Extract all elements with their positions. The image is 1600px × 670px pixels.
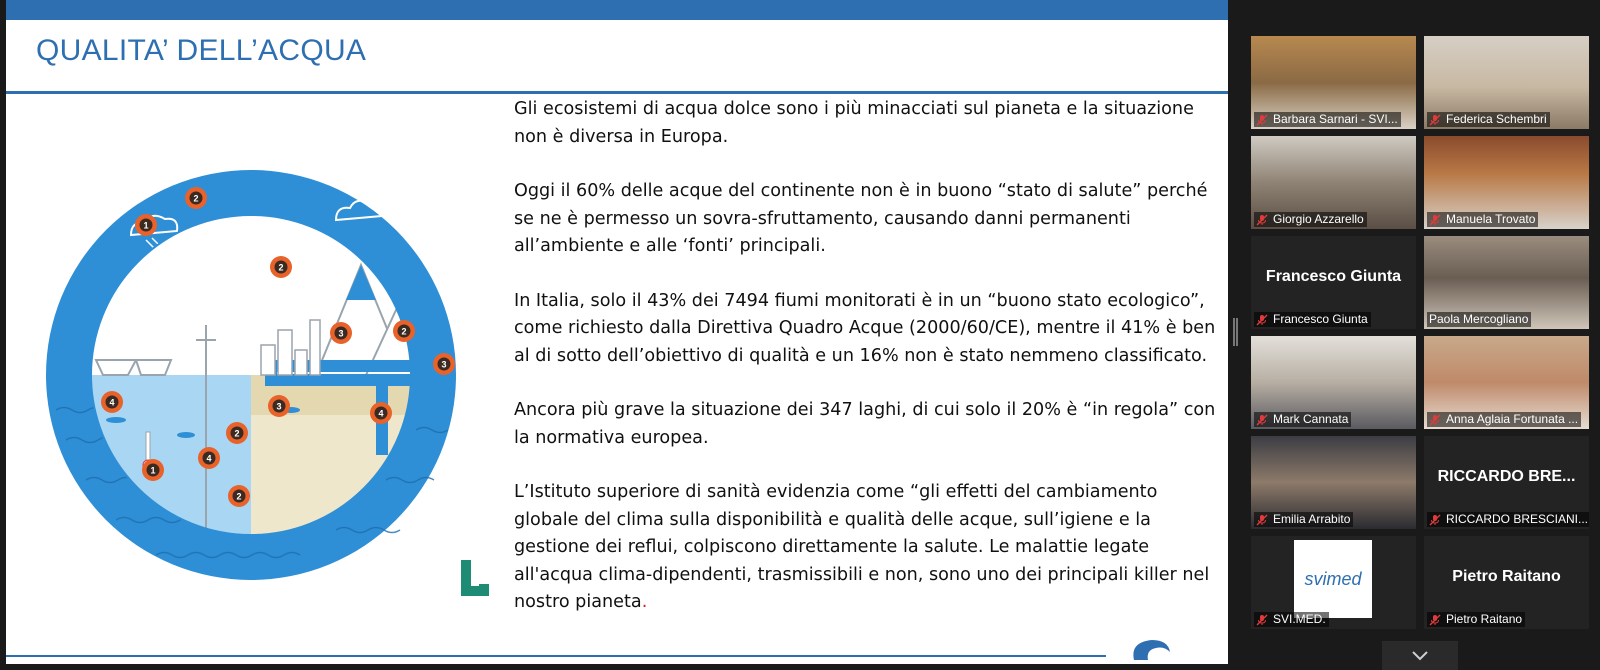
illustration-marker — [101, 391, 123, 413]
muted-mic-icon — [1429, 514, 1441, 526]
participant-name-label — [1254, 312, 1371, 327]
title-divider — [6, 91, 1228, 94]
illustration-marker — [330, 322, 352, 344]
illustration-marker — [370, 402, 392, 424]
participant-name: Mark Cannata — [1273, 412, 1349, 426]
participant-name: SVI.MED. — [1273, 612, 1326, 626]
illustration-marker — [135, 214, 157, 236]
illustration-marker — [433, 353, 455, 375]
illustration-marker-number: 4 — [206, 453, 212, 464]
participant-tile[interactable] — [1251, 236, 1416, 329]
split-view-handle[interactable] — [1233, 318, 1238, 346]
participant-name: RICCARDO BRESCIANI... — [1446, 512, 1589, 526]
muted-mic-icon — [1256, 114, 1268, 126]
muted-mic-icon — [1256, 514, 1268, 526]
participant-name-label — [1254, 212, 1367, 227]
participant-name: Pietro Raitano — [1446, 612, 1523, 626]
participant-tile[interactable] — [1424, 436, 1589, 529]
muted-mic-icon — [1429, 114, 1441, 126]
illustration-marker-number: 4 — [109, 397, 115, 408]
participant-name-label — [1427, 512, 1589, 527]
bottom-divider — [6, 655, 1106, 657]
participant-name-label — [1254, 112, 1401, 127]
participant-name-label — [1427, 112, 1550, 127]
participant-name: Giorgio Azzarello — [1273, 212, 1364, 226]
participant-tile[interactable] — [1424, 236, 1589, 329]
participant-name: Barbara Sarnari - SVI... — [1273, 112, 1398, 126]
illustration-marker-number: 3 — [276, 401, 282, 412]
muted-mic-icon — [1256, 314, 1268, 326]
slide-title: QUALITA’ DELL’ACQUA — [36, 34, 367, 67]
water-cycle-illustration — [36, 160, 476, 590]
participant-name-label — [1427, 612, 1525, 627]
illustration-marker — [226, 422, 248, 444]
chevron-down-icon — [1412, 651, 1428, 661]
paragraph-4: Ancora più grave la situazione dei 347 laghi, di cui solo il 20% è “in regola” con la normativa europea. — [514, 400, 1216, 448]
participant-display-name: Pietro Raitano — [1452, 568, 1561, 585]
slide-body-text — [514, 96, 1222, 644]
illustration-marker-number: 4 — [378, 408, 384, 419]
paragraph-5-wrap — [514, 479, 1222, 617]
muted-mic-icon — [1429, 614, 1441, 626]
illustration-marker-number: 2 — [401, 326, 407, 337]
shared-screen-slide — [6, 0, 1228, 664]
participant-name: Manuela Trovato — [1446, 212, 1536, 226]
muted-mic-icon — [1429, 414, 1441, 426]
illustration-marker — [393, 320, 415, 342]
illustration-marker-number: 1 — [150, 465, 156, 476]
wave-logo-icon — [1128, 636, 1174, 662]
svimed-logo — [1294, 540, 1372, 618]
illustration-marker-number: 1 — [143, 220, 149, 231]
participant-name: Paola Mercogliano — [1429, 312, 1529, 326]
l-logo-icon — [461, 560, 489, 596]
slide-top-bar — [6, 0, 1228, 20]
svimed-logo-text: svimed — [1304, 568, 1362, 589]
illustration-marker-number: 2 — [193, 193, 199, 204]
participant-tile[interactable] — [1251, 36, 1416, 129]
participant-tile[interactable] — [1424, 36, 1589, 129]
illustration-marker-number: 2 — [278, 262, 284, 273]
paragraph-5: L’Istituto superiore di sanità evidenzia come “gli effetti del cambiamento globale del clima sulla disponibilità e qualità delle acque, sull’igiene e la gestione dei reflui, colpiscono direttamente la salute. Le malattie legate all'acqua clima-dipendenti, trasmissibili e non, sono uno dei principali killer nel nostro pianeta — [514, 482, 1210, 612]
participant-name: Anna Aglaia Fortunata ... — [1446, 412, 1579, 426]
illustration-marker-number: 3 — [338, 328, 344, 339]
participant-name-label — [1254, 412, 1351, 427]
participant-name-label — [1254, 612, 1329, 627]
participant-tile[interactable] — [1251, 136, 1416, 229]
paragraph-3: In Italia, solo il 43% dei 7494 fiumi monitorati è in un “buono stato ecologico”, come richiesto dalla Direttiva Quadro Acque (2000/60/CE), mentre il 41% è ben al di sotto dell’obiettivo di qualità e un 16% non è stato nemmeno classificato. — [514, 290, 1216, 366]
participant-name-label — [1427, 212, 1538, 227]
muted-mic-icon — [1256, 614, 1268, 626]
participant-name: Emilia Arrabito — [1273, 512, 1351, 526]
illustration-marker — [228, 485, 250, 507]
final-dot: . — [641, 592, 648, 612]
illustration-marker-number: 3 — [441, 359, 447, 370]
participant-display-name: RICCARDO BRE... — [1437, 468, 1576, 485]
illustration-marker — [142, 459, 164, 481]
participant-display-name: Francesco Giunta — [1265, 268, 1402, 285]
paragraph-2: Oggi il 60% delle acque del continente non è in buono “stato di salute” perché se ne è permesso un sovra-sfruttamento, causando danni permanenti all’ambiente e alle ‘fonti’ principali. — [514, 181, 1208, 256]
participant-tile[interactable] — [1251, 336, 1416, 429]
participant-name-label — [1427, 412, 1581, 427]
participant-name: Federica Schembri — [1446, 112, 1547, 126]
participant-tile[interactable] — [1251, 536, 1416, 629]
participant-name: Francesco Giunta — [1273, 312, 1368, 326]
participant-name-label — [1254, 512, 1353, 527]
muted-mic-icon — [1429, 214, 1441, 226]
paragraph-1: Gli ecosistemi di acqua dolce sono i più minacciati sul pianeta e la situazione non è diversa in Europa. — [514, 99, 1194, 147]
illustration-marker — [185, 187, 207, 209]
participant-tile[interactable] — [1424, 136, 1589, 229]
muted-mic-icon — [1256, 414, 1268, 426]
participant-tile[interactable] — [1424, 336, 1589, 429]
illustration-marker-number: 2 — [234, 428, 240, 439]
participant-tile[interactable] — [1251, 436, 1416, 529]
participant-tile[interactable] — [1424, 536, 1589, 629]
illustration-marker — [268, 395, 290, 417]
muted-mic-icon — [1256, 214, 1268, 226]
participant-name-label — [1427, 312, 1531, 327]
illustration-marker — [198, 447, 220, 469]
illustration-marker — [270, 256, 292, 278]
illustration-marker-number: 2 — [236, 491, 242, 502]
gallery-scroll-down-button[interactable] — [1382, 641, 1458, 670]
